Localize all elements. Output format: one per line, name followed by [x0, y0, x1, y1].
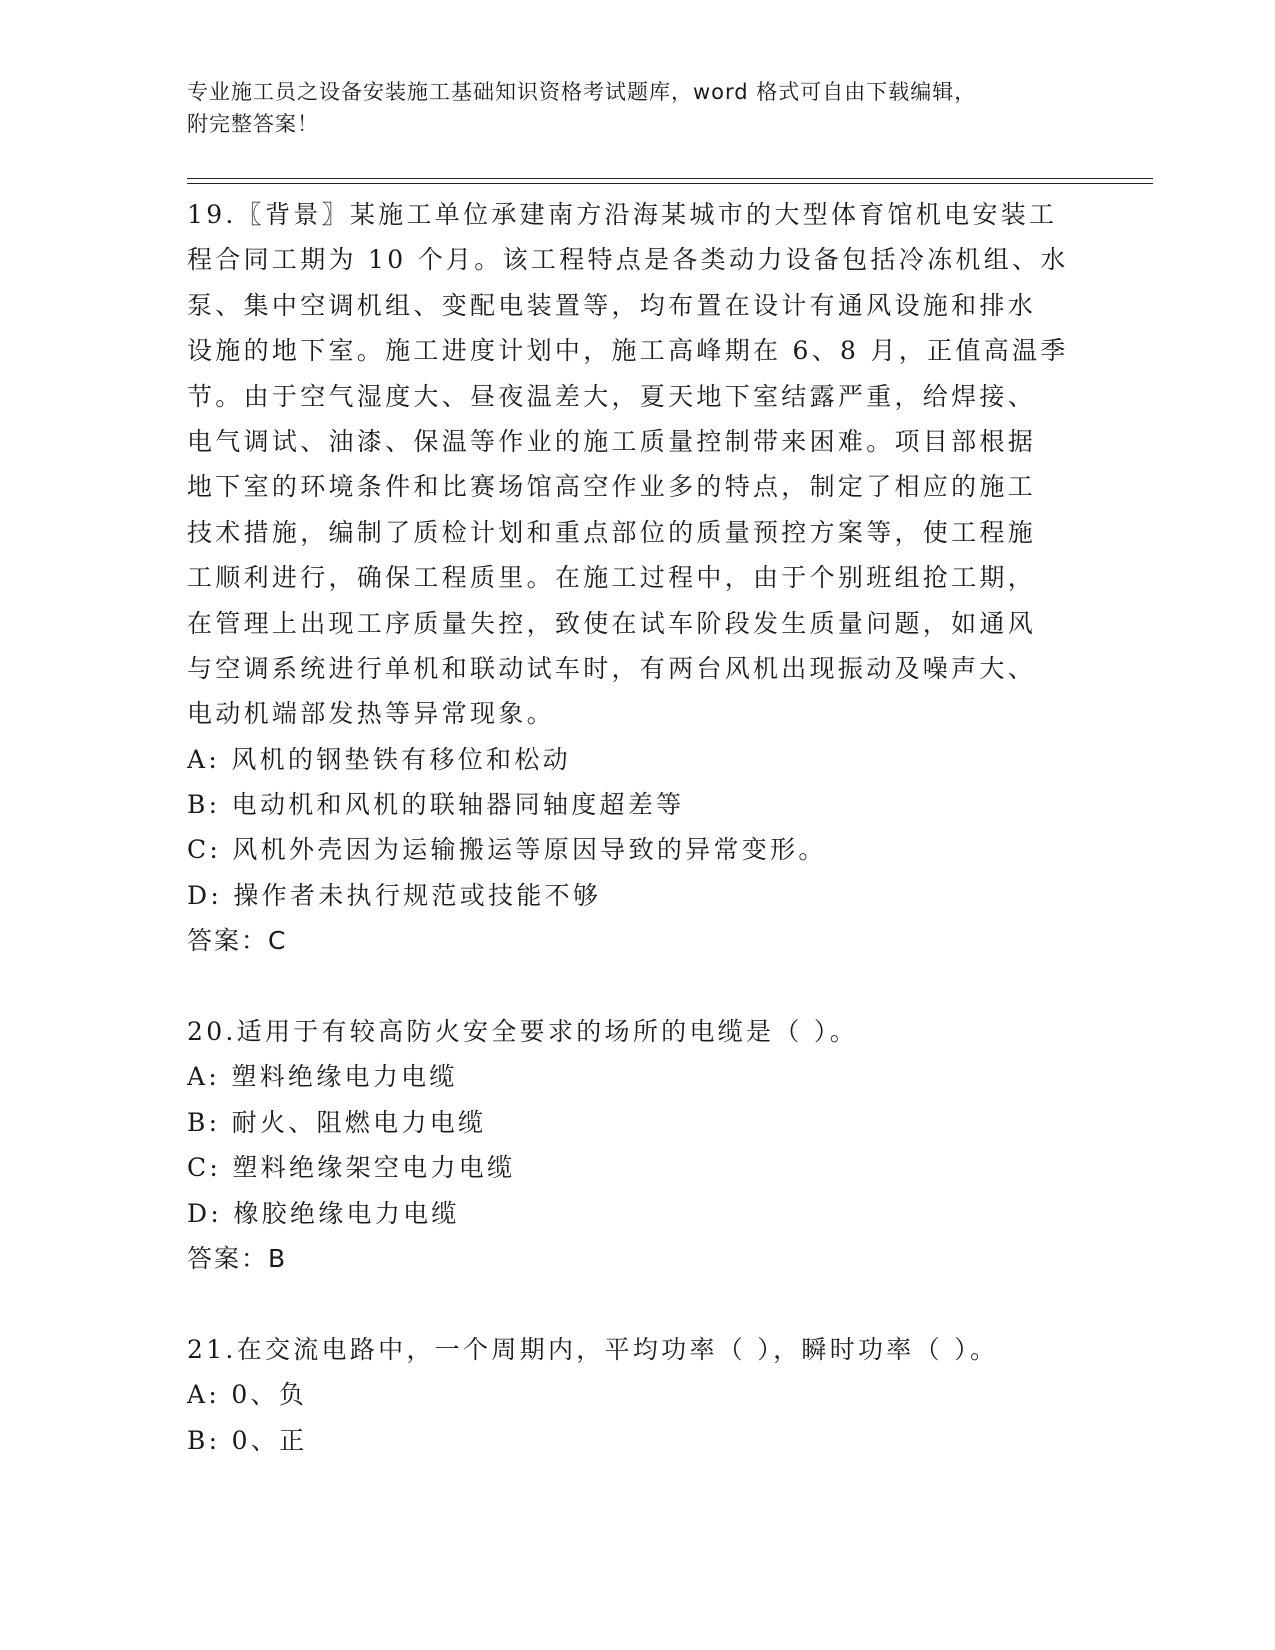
question-text-line: 20.适用于有较高防火安全要求的场所的电缆是（ ）。	[187, 1017, 859, 1047]
question-text-line: 节。由于空气湿度大、昼夜温差大，夏天地下室结露严重，给焊接、	[187, 381, 1037, 411]
option-a: A: 0、负	[187, 1380, 308, 1410]
option-b: B: 耐火、阻燃电力电缆	[187, 1107, 487, 1137]
question-text-line: 19.〖背景〗某施工单位承建南方沿海某城市的大型体育馆机电安装工	[187, 200, 1058, 229]
option-b: B: 电动机和风机的联轴器同轴度超差等	[187, 790, 685, 820]
question-text-line: 泵、集中空调机组、变配电装置等，均布置在设计有通风设施和排水	[187, 290, 1037, 320]
question-list	[187, 192, 1087, 1463]
option-a: A: 风机的钢垫铁有移位和松动	[187, 744, 571, 774]
question-text-line: 设施的地下室。施工进度计划中，施工高峰期在 6、8 月，正值高温季	[187, 336, 1069, 366]
option-c: C: 塑料绝缘架空电力电缆	[187, 1153, 516, 1183]
option-d: D: 橡胶绝缘电力电缆	[187, 1198, 460, 1228]
question-19	[187, 192, 1087, 964]
header-line-2: 附完整答案！	[187, 112, 319, 136]
question-spacer	[187, 1281, 1087, 1326]
question-text-line: 技术措施，编制了质检计划和重点部位的质量预控方案等，使工程施	[187, 517, 1037, 547]
question-20	[187, 1009, 1087, 1281]
question-text-line: 电动机端部发热等异常现象。	[187, 699, 555, 729]
answer-label: 答案：C	[187, 926, 288, 956]
answer-label: 答案：B	[187, 1243, 288, 1273]
question-text-line: 21.在交流电路中，一个周期内，平均功率（ ），瞬时功率（ ）。	[187, 1334, 999, 1364]
option-b: B: 0、正	[187, 1425, 308, 1455]
question-spacer	[187, 964, 1087, 1009]
option-d: D: 操作者未执行规范或技能不够	[187, 880, 602, 910]
question-text-line: 程合同工期为 10 个月。该工程特点是各类动力设备包括冷冻机组、水	[187, 245, 1069, 275]
question-text-line: 地下室的环境条件和比赛场馆高空作业多的特点，制定了相应的施工	[187, 472, 1037, 502]
question-text-line: 工顺利进行，确保工程质里。在施工过程中，由于个别班组抢工期，	[187, 563, 1037, 593]
header-divider-bottom	[187, 183, 1153, 184]
question-text-line: 在管理上出现工序质量失控，致使在试车阶段发生质量问题，如通风	[187, 608, 1037, 638]
question-21	[187, 1327, 1087, 1463]
header-divider-top	[187, 178, 1153, 179]
question-text-line: 与空调系统进行单机和联动试车时，有两台风机出现振动及噪声大、	[187, 653, 1037, 683]
header-line-1: 专业施工员之设备安装施工基础知识资格考试题库，word 格式可自由下载编辑，	[187, 80, 977, 104]
option-a: A: 塑料绝缘电力电缆	[187, 1062, 458, 1092]
question-text-line: 电气调试、油漆、保温等作业的施工质量控制带来困难。项目部根据	[187, 426, 1037, 456]
document-header	[187, 76, 1087, 140]
option-c: C: 风机外壳因为运输搬运等原因导致的异常变形。	[187, 835, 827, 865]
